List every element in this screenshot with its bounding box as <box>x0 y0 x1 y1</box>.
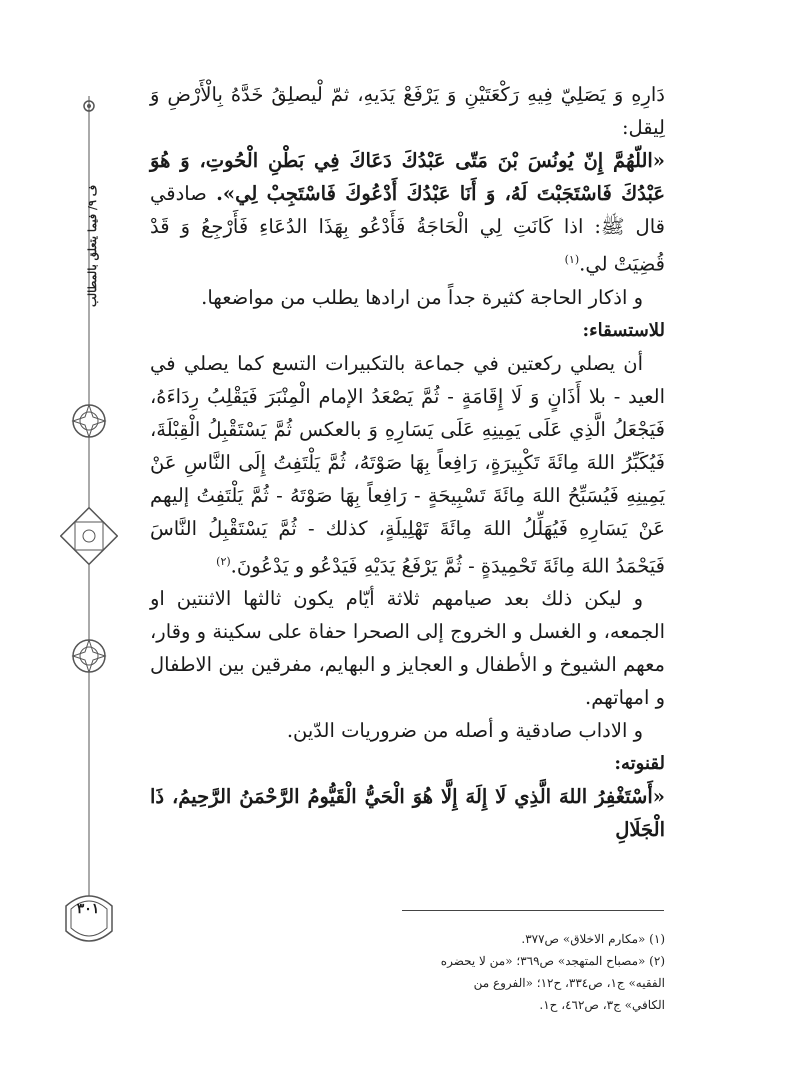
paragraph-5: و ليكن ذلك بعد صيامهم ثلاثة أيّام يكون ثالثها الاثنتين او الجمعه، و الغسل و الخروج إلى الصحرا حفاة على سكينة و وقار، معهم الشيوخ و الأطفال و العجايز و البهايم، مفرقين بين الاطفال و امهاتهم. <box>150 587 665 709</box>
paragraph-3: و اذكار الحاجة كثيرة جداً من ارادها يطلب من مواضعها. <box>201 285 643 309</box>
medallion-1-icon <box>73 405 105 437</box>
heading-istisqa: للاستسقاء: <box>582 319 665 341</box>
paragraph-1: دَارِهِ وَ يَصَلِيّ فِيهِ رَكْعَتَيْنِ وَ يَرْفَعْ يَدَيهِ، ثمّ لْيصلِقُ خَدَّهُ بِالْأَرْضِ وَ لِيقل: <box>150 83 665 139</box>
footnote-ref-1: (۱) <box>564 253 580 266</box>
footnote-1: (۱) «مكارم الاخلاق» ص۳۷۷. <box>521 932 665 946</box>
heading-qunut: لقنوته: <box>614 753 665 774</box>
dua-qunut: «أَسْتَغْفِرُ اللهَ الَّذِي لَا إِلَهَ إِلَّا هُوَ الْحَيُّ الْقَيُّومُ الرَّحْمَنُ الرَّحِيمُ، ذَا الْجَلَالِ <box>150 785 665 841</box>
footnote-divider <box>402 910 664 911</box>
running-head: ف ۹/ فيما يتعلق بالمطالب <box>86 184 99 307</box>
footnote-ref-2: (۲) <box>216 554 231 568</box>
dua-yunus-text: «اللّهُمَّ إِنّ يُونُسَ بْنَ مَتّى عَبْدُكَ دَعَاكَ فِي بَطْنِ الْحُوتِ، وَ هُوَ عَبْدُكَ فَاسْتَجَبْتَ لَهُ، وَ أَنَا عَبْدُكَ أَدْعُوكَ فَاسْتَجِبْ لِي». <box>150 149 665 205</box>
paragraph-4 <box>150 347 665 583</box>
footnote-2: (۲) «مصباح المتهجد» ص۳٦۹؛ «من لا يحضره الفقيه» ج۱، ص۳۳٤، ح۱۲؛ «الفروع من الكافي» ج۳، ص٤٦۲، ح۱. <box>440 954 665 1012</box>
paragraph-6: و الاداب صادقية و أصله من ضروريات الدّين. <box>286 719 643 742</box>
footnotes <box>440 928 665 1016</box>
paragraph-4-text: أن يصلي ركعتين في جماعة بالتكبيرات التسع كما يصلي في العيد - بلا أَذَانٍ وَ لَا إِقَامَةٍ - ثُمَّ يَصْعَدُ الإمام الْمِنْبَرَ فَيَقْلِبُ رِدَاءَهُ، فَيَجْعَلُ الَّذِي عَلَى يَمِينِهِ عَلَى يَسَارِهِ وَ بالعكس ثُمَّ يَسْتَقْبِلُ الْقِبْلَةَ، فَيُكَبِّرُ اللهَ مِائَةَ تَكْبِيرَةٍ، رَافِعاً بِهَا صَوْتَهُ، ثُمَّ يَلْتَفِتُ إِلَى النَّاسِ عَنْ يَمِينِهِ فَيُسَبِّحُ اللهَ مِائَةَ تَسْبِيحَةٍ - رَافِعاً بِهَا صَوْتَهُ - ثُمَّ يَلْتَفِتُ إليهم عَنْ يَسَارِهِ فَيُهَلِّلُ اللهَ مِائَةَ تَهْلِيلَةٍ، كذلك - ثُمَّ يَسْتَقْبِلُ النَّاسَ فَيَحْمَدُ اللهَ مِائَةَ تَحْمِيدَةٍ - ثُمَّ يَرْفَعُ يَدَيْهِ فَيَدْعُو و يَدْعُونَ. <box>150 351 665 577</box>
main-text <box>150 78 665 846</box>
page-number: ۳۰۱ <box>76 901 100 917</box>
medallion-2-icon <box>61 508 118 565</box>
paragraph-2: صادقي قال ﷺ: اذا كَانَتِ لِي الْحَاجَةُ فَأَدْعُو بِهَذَا الدُعَاءِ فَأَرْجِعُ وَ قَدْ قُضِيَتْ لي. <box>150 182 665 276</box>
medallion-3-icon <box>73 640 105 672</box>
dua-yunus <box>150 144 665 281</box>
